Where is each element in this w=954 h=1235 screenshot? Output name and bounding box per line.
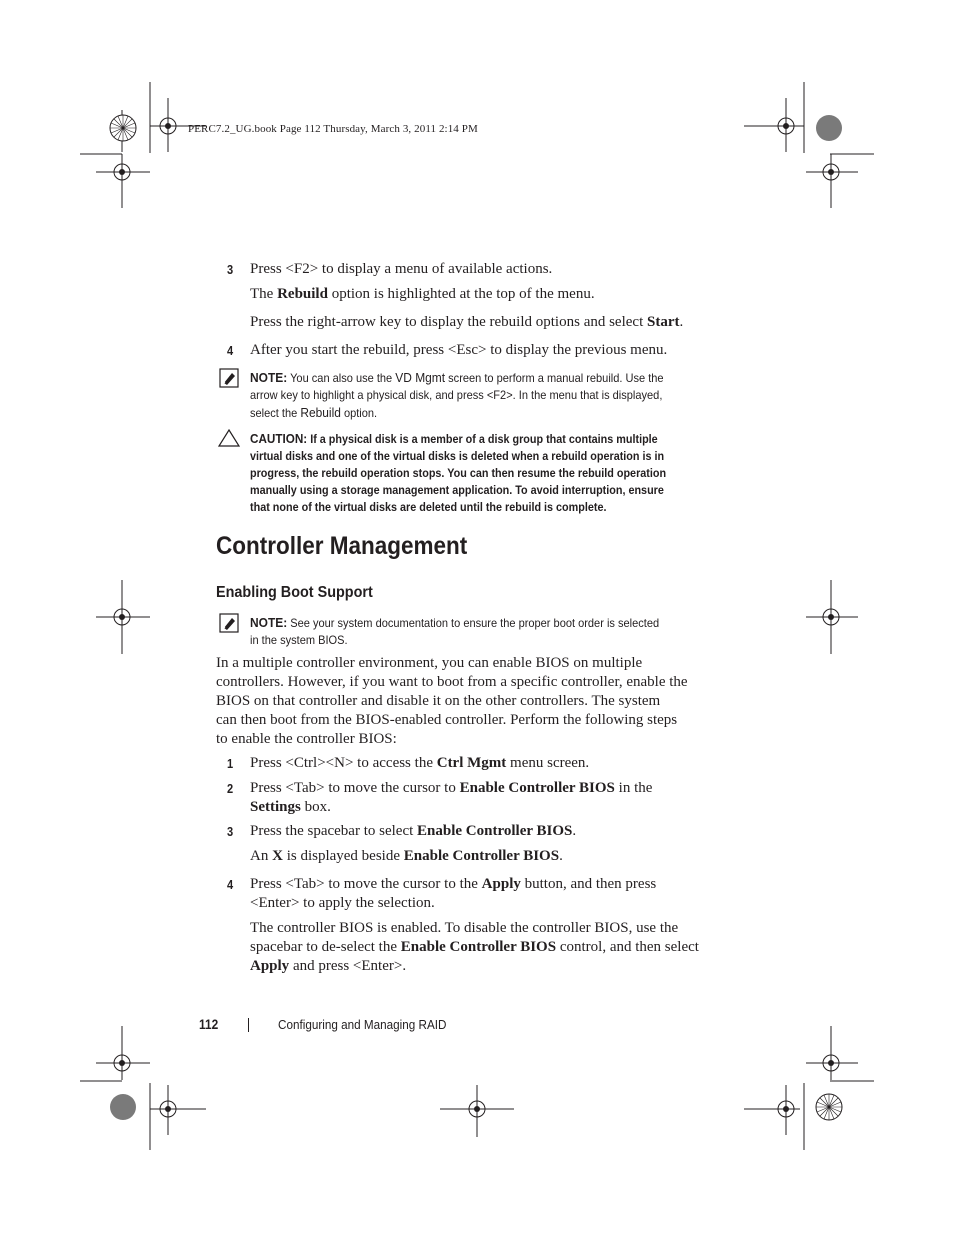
step4-result: The controller BIOS is enabled. To disable the controller BIOS, use the spacebar to de-select the Enable Controller BIOS control, and then select Apply and press <Enter>. <box>250 920 699 974</box>
intro-paragraph: In a multiple controller environment, you can enable BIOS on multiple controllers. However, if you want to boot from a specific controller, enable the BIOS on that controller and disable it on the other controllers. The system can then boot from the BIOS-enabled controller. Perform the following steps to enable the controller BIOS: <box>216 655 688 747</box>
subsection-title: Enabling Boot Support <box>216 584 373 601</box>
note-label: NOTE: <box>250 615 288 630</box>
section-title: Controller Management <box>216 532 468 560</box>
note-pencil-icon <box>219 613 239 633</box>
start-term: Start <box>647 314 680 330</box>
rebuild-term: Rebuild <box>277 286 328 302</box>
footer-chapter-title: Configuring and Managing RAID <box>278 1017 447 1032</box>
step-4 <box>227 341 668 360</box>
step-number: 3 <box>227 262 234 277</box>
step3-paragraph-1: The Rebuild option is highlighted at the top of the menu. <box>250 286 595 302</box>
step-3-bios: 3 Press the spacebar to select Enable Controller BIOS. <box>227 823 577 839</box>
step-text: Press <F2> to display a menu of available actions. <box>250 261 553 277</box>
header-file-info: PERC7.2_UG.book Page 112 Thursday, March 3, 2011 2:14 PM <box>188 123 478 135</box>
caution-triangle-icon <box>217 428 241 448</box>
step3-paragraph-2: Press the right-arrow key to display the rebuild options and select Start. <box>250 314 684 330</box>
page-number: 112 <box>199 1016 219 1032</box>
note-1: NOTE: You can also use the VD Mgmt screen to perform a manual rebuild. Use the arrow key to highlight a physical disk, and press <F2>. In the menu that is displayed, select the Rebuild option. <box>250 370 664 420</box>
ctrl-mgmt-term: Ctrl Mgmt <box>436 755 507 771</box>
note-2: NOTE: See your system documentation to ensure the proper boot order is selected in the system BIOS. <box>250 615 660 647</box>
step-3 <box>227 260 553 279</box>
step-text: After you start the rebuild, press <Esc> to display the previous menu. <box>250 342 668 358</box>
note-pencil-icon <box>219 368 239 388</box>
color-wheel-icon <box>110 115 136 141</box>
step3-result: An X is displayed beside Enable Controller BIOS. <box>250 848 563 864</box>
note-label: NOTE: <box>250 370 288 385</box>
caution-block: CAUTION: If a physical disk is a member of a disk group that contains multiple virtual disks and one of the virtual disks is deleted when a rebuild operation is in progress, the rebuild operation stops. You can then resume the rebuild operation manually using a storage management application. To avoid interruption, ensure that none of the virtual disks are deleted until the rebuild is complete. <box>250 431 667 514</box>
step-2: 2 Press <Tab> to move the cursor to Enable Controller BIOS in the Settings box. <box>227 780 653 815</box>
rebuild-term: Rebuild <box>300 405 341 420</box>
step-4-apply: 4 Press <Tab> to move the cursor to the Apply button, and then press <Enter> to apply the selection. <box>227 876 657 911</box>
caution-label: CAUTION: <box>250 431 308 446</box>
vd-mgmt-term: VD Mgmt <box>395 370 446 385</box>
step-1: 1 Press <Ctrl><N> to access the Ctrl Mgmt menu screen. <box>227 755 590 771</box>
footer-divider <box>248 1018 249 1032</box>
step-number: 4 <box>227 343 234 358</box>
